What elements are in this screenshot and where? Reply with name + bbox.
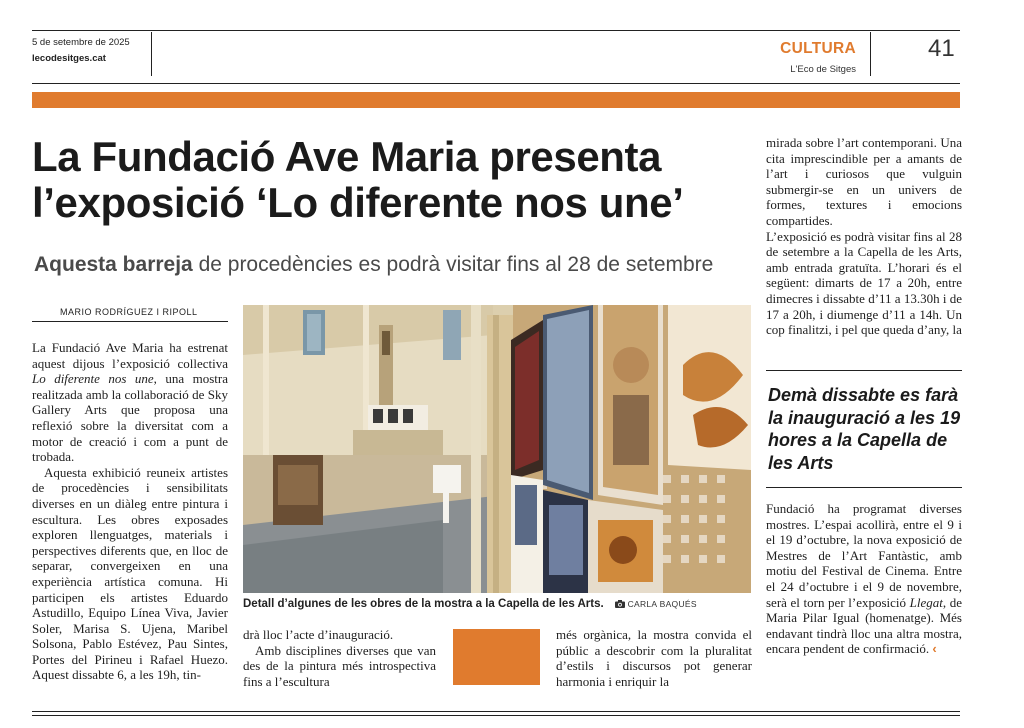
accent-block (453, 629, 540, 685)
footer-rule (32, 711, 960, 712)
caption-text: Detall d’algunes de les obres de la mostra a la Capella de les Arts. (243, 598, 604, 610)
body-column-4-bottom (766, 501, 962, 657)
body-column-4-top (766, 135, 962, 338)
body-paragraph: Amb disciplines diverses que van des de la pintura més introspectiva fins a l’escultura (243, 642, 436, 689)
camera-icon (615, 600, 625, 610)
byline-rule (32, 321, 228, 322)
subheadline (34, 253, 744, 277)
body-text: Fundació ha programat diverses mostres. L’espai acollirà, entre el 9 i el 19 d’octubre, la nova exposició de Mestres de l’Art Fantàstic, amb motiu del Festival de Cinema. Entre el 24 d’octubre i el 9 de novembre, serà el torn per l’exposició (766, 501, 962, 610)
top-rule (32, 30, 960, 31)
photo-credit-name: CARLA BAQUÉS (627, 599, 697, 609)
body-text: , de Maria Pilar Igual (homenatge). Més endavant tindrà lloc una altra mostra, encara pendent de confirmació. (766, 594, 962, 657)
photo-credit (615, 599, 697, 609)
body-paragraph: mirada sobre l’art contemporani. Una cita imprescindible per a amants de l’art i curiosos que vulguin submergir-se en un univers de formes, textures i emocions compartides. (766, 135, 962, 228)
byline: MARIO RODRÍGUEZ I RIPOLL (60, 307, 198, 317)
subheadline-lead: Aquesta barreja (34, 253, 193, 276)
issue-date: 5 de setembre de 2025 (32, 37, 130, 48)
body-text: , una mostra realitzada amb la collaboració de Sky Gallery Arts que proposa una reflexió sobre la diversitat com a motor de creació i com a punt de trobada. (32, 371, 228, 465)
section-color-band (32, 92, 960, 108)
exhibition-photo (243, 305, 751, 593)
headline: La Fundació Ave Maria presenta l’exposició ‘Lo diferente nos une’ (32, 133, 684, 226)
header-bottom-rule (32, 83, 960, 84)
page-number: 41 (928, 35, 955, 62)
pull-quote-bottom-rule (766, 487, 962, 488)
footer-rule (32, 715, 960, 716)
body-text: La Fundació Ave Maria ha estrenat aquest dijous l’exposició collectiva (32, 340, 228, 371)
header-divider-left (151, 32, 152, 76)
publication-name: L'Eco de Sitges (790, 64, 856, 75)
body-column-3 (556, 627, 752, 689)
body-column-1 (32, 340, 228, 683)
body-paragraph: Aquesta exhibició reuneix artistes de procedències i sensibilitats diverses en un diàleg entre pintura i escultura. Les obres exposades exploren llenguatges, materials i perspectives diferents que, en lloc de separar, convergeixen en una experiència artística comuna. Hi participen els artistes Eduardo Astudillo, Equipo Línea Viva, Javier Soler, Marisa S. Ujena, Maribel Solsona, Pablo Estévez, Pau Sintes, Portes del Pirineu i Rafael Huezo. Aquest dissabte 6, a les 19h, tin- (32, 464, 228, 683)
photo-caption (243, 598, 753, 610)
body-paragraph: L’exposició es podrà visitar fins al 28 de setembre a la Capella de les Arts, amb entrada gratuïta. L’horari és el següent: dimarts de 17 a 20h, entre dimecres i dissabte d’11 a 13.30h i de 17 a 20h, i diumenge d’11 a 14h. Un cop finalitzi, i pel que queda d’any, la (766, 228, 962, 338)
subheadline-text: de procedències es podrà visitar fins al 28 de setembre (192, 253, 714, 276)
pull-quote-top-rule (766, 370, 962, 371)
body-paragraph: més orgànica, la mostra convida el públic a descobrir com la pluralitat d’estils i discursos pot generar harmonia i enriquir la (556, 627, 752, 689)
section-label: CULTURA (780, 40, 856, 57)
end-mark-icon: ‹ (932, 641, 937, 657)
body-column-2 (243, 627, 436, 689)
pull-quote: Demà dissabte es farà la inauguració a les 19 hores a la Capella de les Arts (768, 385, 961, 473)
exhibition-title: Llegat (909, 594, 943, 610)
exhibition-title: Lo diferente nos une (32, 371, 154, 387)
site-url: lecodesitges.cat (32, 53, 106, 64)
body-paragraph: drà lloc l’acte d’inauguració. (243, 627, 394, 642)
header-divider-right (870, 32, 871, 76)
